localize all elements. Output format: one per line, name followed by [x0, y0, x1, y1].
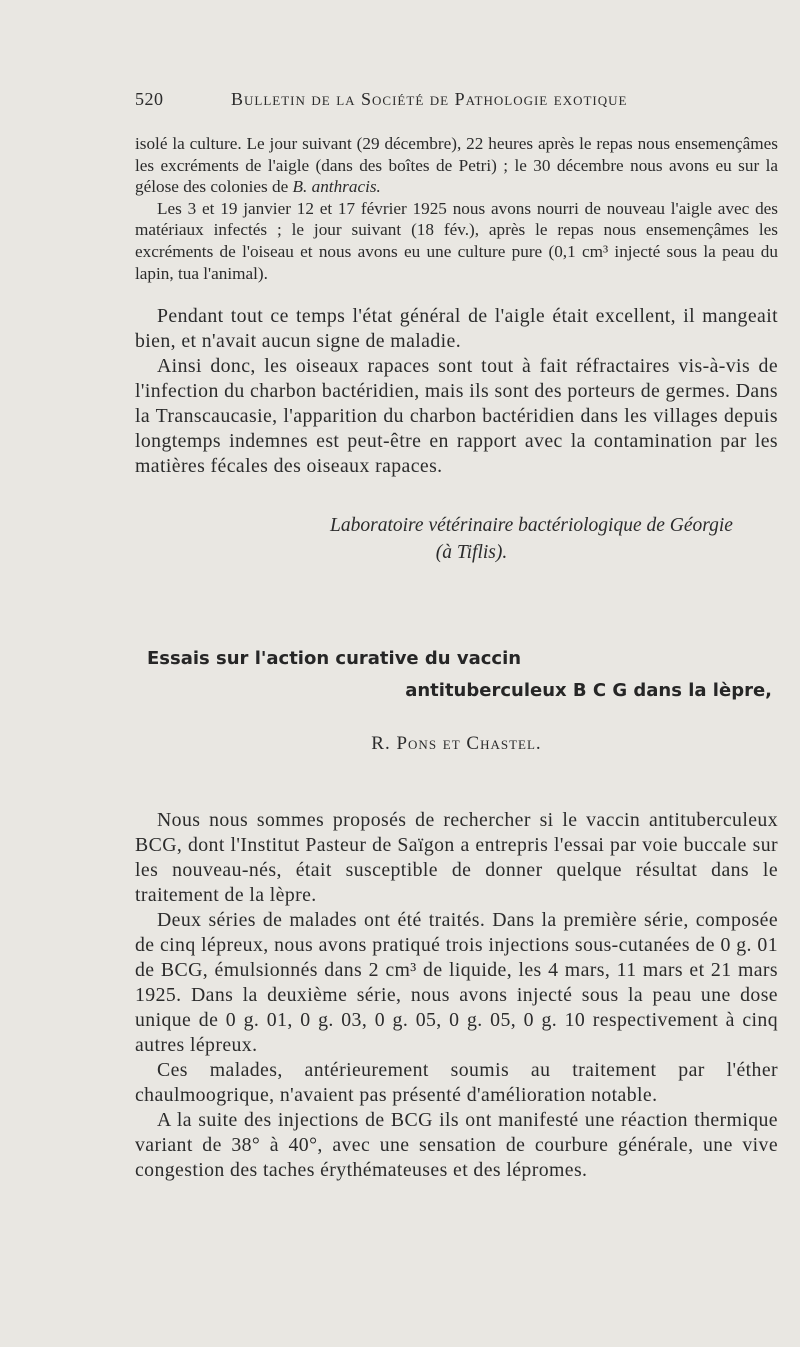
title-line: antituberculeux B C G dans la lèpre,: [405, 680, 772, 701]
journal-title: Bulletin de la Société de Pathologie exotique: [231, 89, 628, 109]
conclusion-block: [135, 304, 778, 479]
paragraph: Les 3 et 19 janvier 12 et 17 février 1925 nous avons nourri de nouveau l'aigle avec des matériaux infectés ; le jour suivant (18 fév.), après le repas nous ensemençâmes les excréments de l'oiseau et nous avons eu une culture pure (0,1 cm³ injecté sous la peau du lapin, tua l'animal).: [135, 198, 778, 283]
species-name: B. anthracis.: [292, 177, 381, 197]
top-text-block: [135, 133, 778, 284]
paragraph: Deux séries de malades ont été traités. Dans la première série, composée de cinq lépreux, nous avons pratiqué trois injections sous-cutanées de 0 g. 01 de BCG, émulsionnés dans 2 cm³ de liquide, les 4 mars, 11 mars et 21 mars 1925. Dans la deuxième série, nous avons injecté sous la peau une dose unique de 0 g. 01, 0 g. 03, 0 g. 05, 0 g. 05, 0 g. 10 respectivement à cinq autres lépreux.: [135, 909, 778, 1056]
affiliation: [135, 512, 778, 566]
article-body: [135, 808, 778, 1183]
paragraph: Nous nous sommes proposés de rechercher si le vaccin antituberculeux BCG, dont l'Institut Pasteur de Saïgon a entrepris l'essai par voie buccale sur les nouveau-nés, était susceptible de donner quelque résultat dans le traitement de la lèpre.: [135, 809, 778, 906]
paragraph: A la suite des injections de BCG ils ont manifesté une réaction thermique variant de 38° à 40°, avec une sensation de courbure générale, une vive congestion des taches érythémateuses et des lépromes.: [135, 1109, 778, 1181]
running-head: [135, 89, 775, 115]
article-title: [135, 643, 778, 707]
paragraph: Ainsi donc, les oiseaux rapaces sont tout à fait réfractaires vis-à-vis de l'infection du charbon bactéridien, mais ils sont des porteurs de germes. Dans la Transcaucasie, l'apparition du charbon bactéridien dans les villages depuis longtemps indemnes est peut-être en rapport avec la contamination par les matières fécales des oiseaux rapaces.: [135, 355, 778, 477]
page-number: 520: [135, 89, 164, 109]
paragraph: isolé la culture. Le jour suivant (29 décembre), 22 heures après le repas nous ensemençâmes les excréments de l'aigle (dans des boîtes de Petri) ; le 30 décembre nous avons eu sur la gélose des colonies de B. anthracis.: [135, 134, 778, 197]
affiliation-line: (à Tiflis).: [435, 542, 508, 563]
paragraph: Ces malades, antérieurement soumis au traitement par l'éther chaulmoogrique, n'avaient pas présenté d'amélioration notable.: [135, 1059, 778, 1106]
paragraph: Pendant tout ce temps l'état général de l'aigle était excellent, il mangeait bien, et n'avait aucun signe de maladie.: [135, 305, 778, 352]
article-authors: R. Pons et Chastel.: [371, 733, 542, 754]
title-line: Essais sur l'action curative du vaccin: [147, 648, 522, 669]
affiliation-line: Laboratoire vétérinaire bactériologique de Géorgie: [330, 515, 733, 536]
